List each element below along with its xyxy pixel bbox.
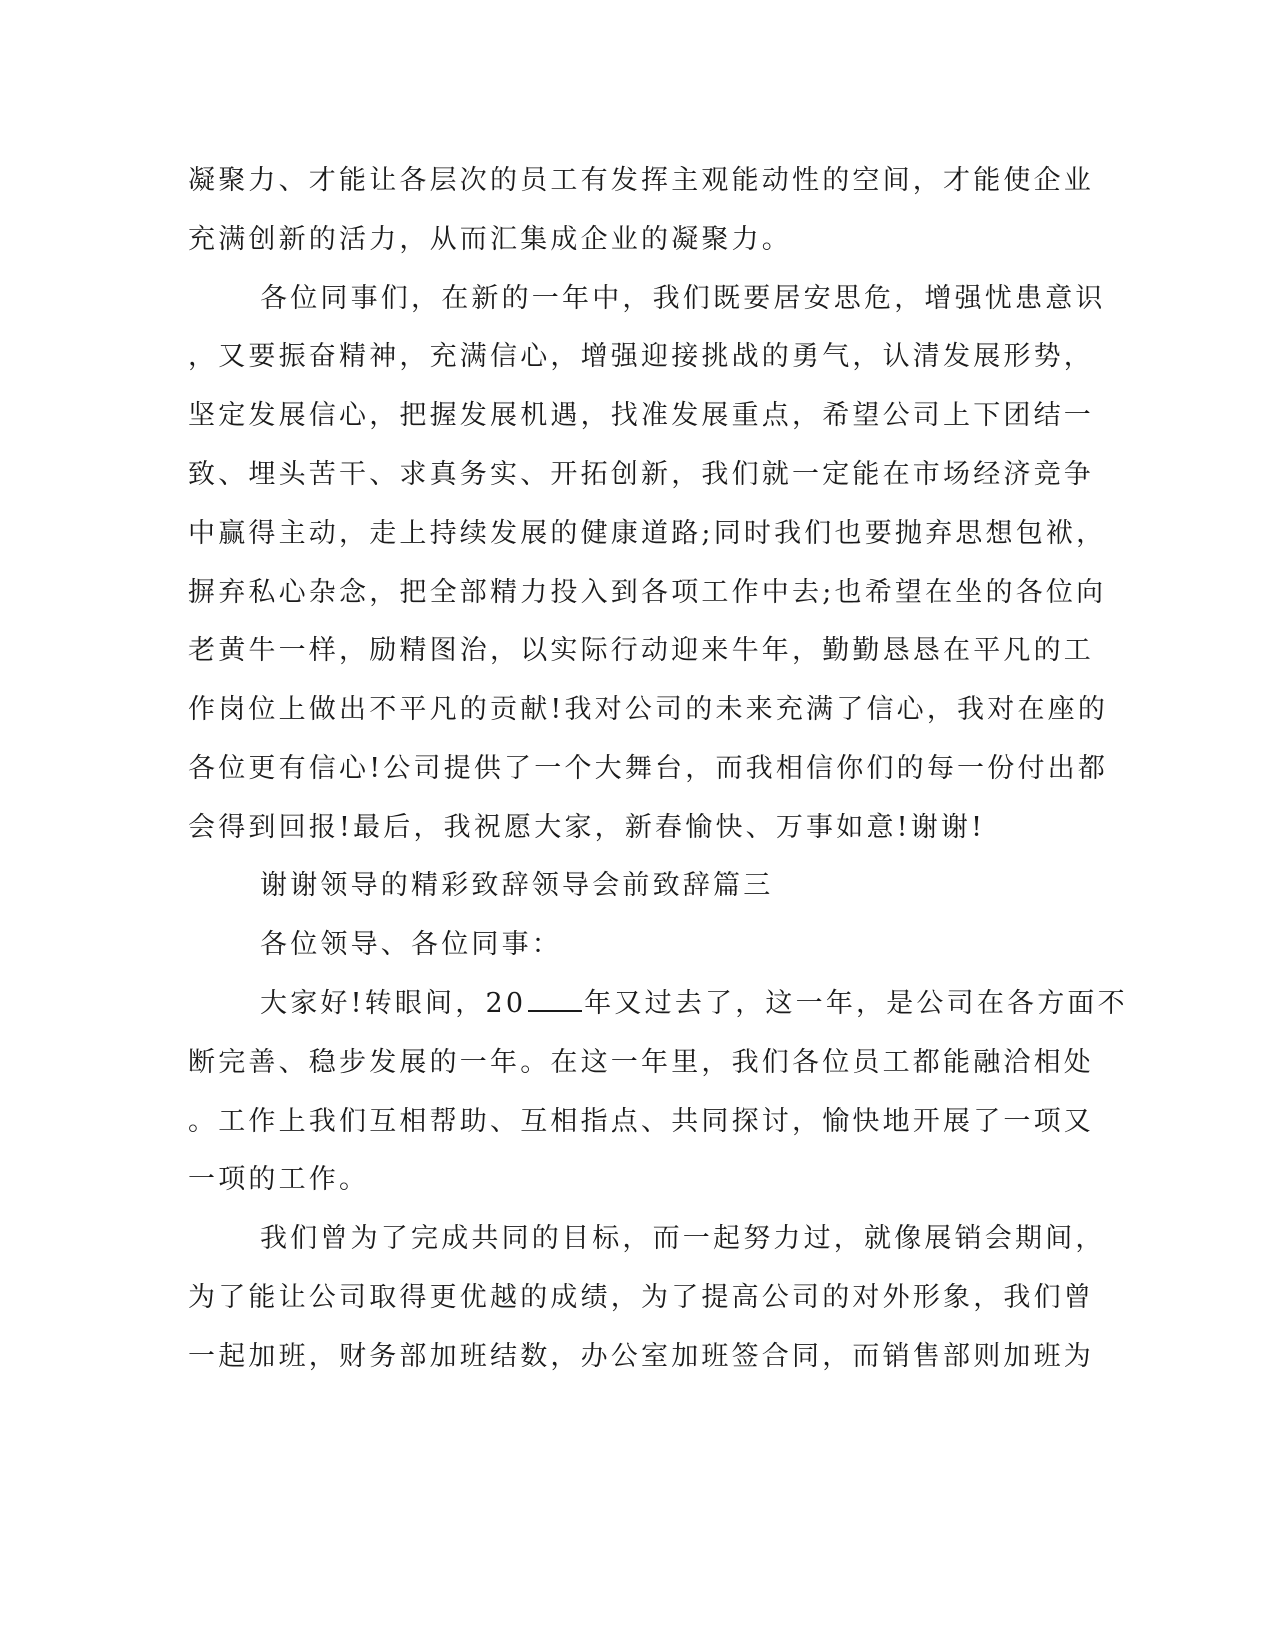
text-line: 我们曾为了完成共同的目标，而一起努力过，就像展销会期间， xyxy=(260,1223,1106,1254)
text-line: 会得到回报!最后，我祝愿大家，新春愉快、万事如意!谢谢! xyxy=(188,812,986,843)
text-line: 一起加班，财务部加班结数，办公室加班签合同，而销售部则加班为 xyxy=(188,1341,1094,1372)
fill-in-blank xyxy=(528,986,582,1012)
text-line: 断完善、稳步发展的一年。在这一年里，我们各位员工都能融洽相处 xyxy=(188,1047,1094,1078)
text-line: 摒弃私心杂念，把全部精力投入到各项工作中去;也希望在坐的各位向 xyxy=(188,577,1107,608)
text-line: 为了能让公司取得更优越的成绩，为了提高公司的对外形象，我们曾 xyxy=(188,1282,1094,1313)
text-line xyxy=(260,986,1128,1022)
text-line: 。工作上我们互相帮助、互相指点、共同探讨，愉快地开展了一项又 xyxy=(188,1106,1094,1137)
text-line: 中赢得主动，走上持续发展的健康道路;同时我们也要抛弃思想包袱， xyxy=(188,518,1107,549)
text-line: 凝聚力、才能让各层次的员工有发挥主观能动性的空间，才能使企业 xyxy=(188,165,1094,196)
text-line: 各位更有信心!公司提供了一个大舞台，而我相信你们的每一份付出都 xyxy=(188,753,1109,784)
text-line: ，又要振奋精神，充满信心，增强迎接挑战的勇气，认清发展形势， xyxy=(188,341,1094,372)
text-fragment: 大家好!转眼间，20 xyxy=(260,988,527,1019)
text-line: 作岗位上做出不平凡的贡献!我对公司的未来充满了信心，我对在座的 xyxy=(188,694,1109,725)
text-line: 致、埋头苦干、求真务实、开拓创新，我们就一定能在市场经济竞争 xyxy=(188,459,1094,490)
text-line: 一项的工作。 xyxy=(188,1164,370,1195)
text-line: 充满创新的活力，从而汇集成企业的凝聚力。 xyxy=(188,224,792,255)
text-fragment: 年又过去了，这一年，是公司在各方面不 xyxy=(584,988,1128,1019)
section-title: 谢谢领导的精彩致辞领导会前致辞篇三 xyxy=(260,870,774,901)
text-line: 各位同事们，在新的一年中，我们既要居安思危，增强忧患意识 xyxy=(260,283,1106,314)
text-line: 坚定发展信心，把握发展机遇，找准发展重点，希望公司上下团结一 xyxy=(188,400,1094,431)
salutation: 各位领导、各位同事： xyxy=(260,929,562,960)
text-line: 老黄牛一样，励精图治，以实际行动迎来牛年，勤勤恳恳在平凡的工 xyxy=(188,635,1094,666)
